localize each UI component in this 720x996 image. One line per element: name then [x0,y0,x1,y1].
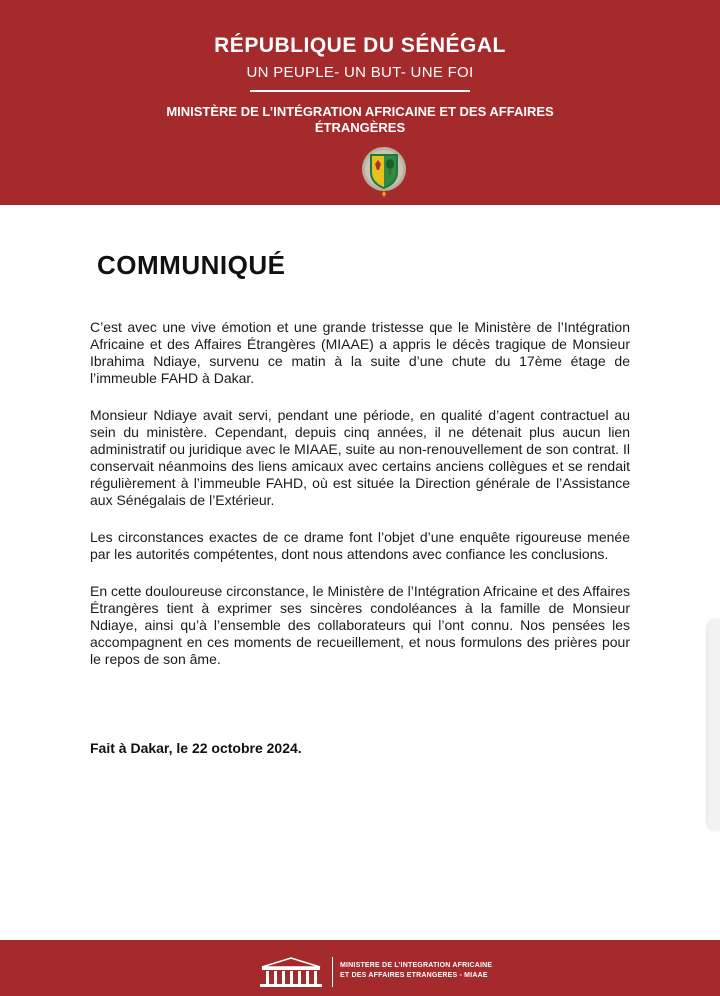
letterhead-header [0,0,720,205]
ministry-name-line2: ÉTRANGÈRES [314,120,406,135]
paragraph-4: En cette douloureuse circonstance, le Ministère de l’Intégration Africaine et des Affaires Étrangères tient à exprimer ses sincères condoléances à la famille de Monsieur Ndiaye, ainsi qu’à l’ensemble des collaborateurs qui l’ont connu. Nos pensées les accompagnent en ces moments de recueillement, et nous formulons des prières pour le repos de son âme. [90,583,630,667]
footer-ministry-name [340,961,540,981]
date-signoff: Fait à Dakar, le 22 octobre 2024. [90,740,302,756]
footer-line1: MINISTERE DE L’INTEGRATION AFRICAINE [340,962,493,969]
header-divider [250,90,470,92]
republic-title: RÉPUBLIQUE DU SÉNÉGAL [214,34,506,57]
document-body [0,205,720,940]
senegal-coat-of-arms-icon [356,142,412,198]
ministry-name [140,104,580,136]
ministry-name-line1: MINISTÈRE DE L’INTÉGRATION AFRICAINE ET DES AFFAIRES [166,104,554,119]
national-motto: UN PEUPLE- UN BUT- UNE FOI [246,64,474,81]
letterhead-footer [0,940,720,996]
document-text [90,319,630,688]
ministry-building-icon [256,955,326,989]
scroll-handle[interactable] [708,620,720,830]
paragraph-1: C’est avec une vive émotion et une grande tristesse que le Ministère de l’Intégration Africaine et des Affaires Étrangères (MIAAE) a appris le décès tragique de Monsieur Ibrahima Ndiaye, survenu ce matin à la suite d’une chute du 17ème étage de l’immeuble FAHD à Dakar. [90,319,630,386]
footer-line2: ET DES AFFAIRES ETRANGERES - MIAAE [340,972,488,979]
document-title: COMMUNIQUÉ [97,250,286,280]
paragraph-2: Monsieur Ndiaye avait servi, pendant une période, en qualité d’agent contractuel au sein du ministère. Cependant, depuis cinq années, il ne détenait plus aucun lien administratif ou juridique avec le MIAAE, suite au non-renouvellement de son contrat. Il conservait néanmoins des liens amicaux avec certains anciens collègues et se rendait régulièrement à l’immeuble FAHD, où est située la Direction générale de l’Assistance aux Sénégalais de l’Extérieur. [90,407,630,508]
paragraph-3: Les circonstances exactes de ce drame font l’objet d’une enquête rigoureuse menée par les autorités compétentes, dont nous attendons avec confiance les conclusions. [90,529,630,562]
footer-divider [332,957,333,987]
